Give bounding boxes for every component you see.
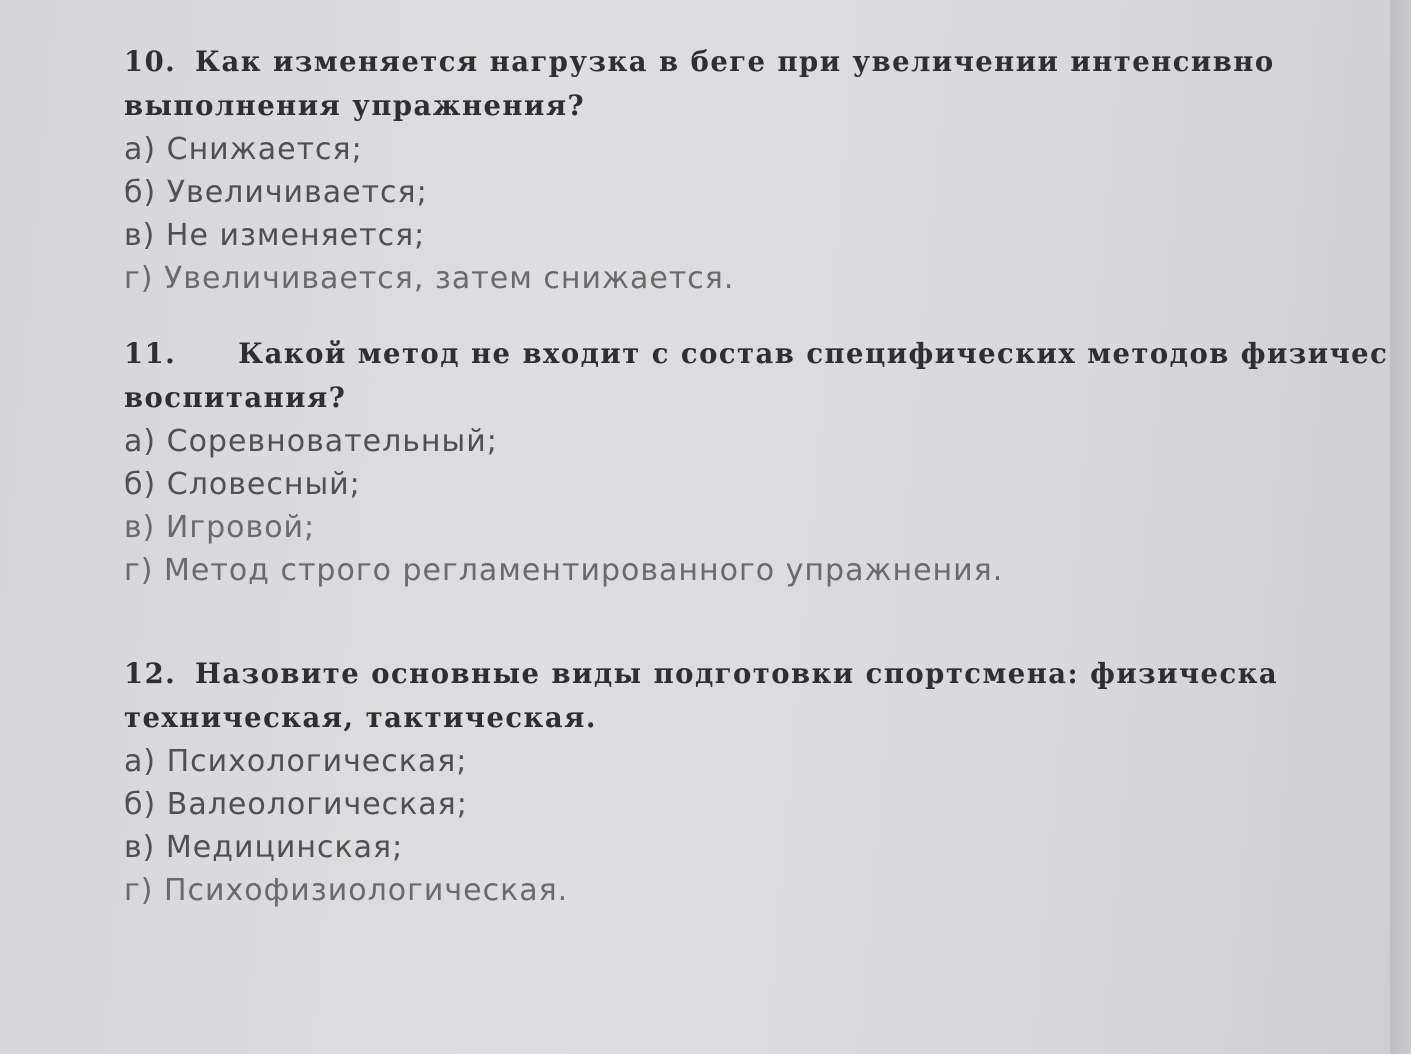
question-12-title	[124, 652, 1390, 696]
question-11	[124, 332, 1390, 592]
option-c: в) Игровой;	[124, 510, 316, 545]
question-number: 12.	[124, 657, 177, 690]
option-b: б) Словесный;	[124, 467, 361, 502]
option-d: г) Психофизиологическая.	[124, 873, 569, 908]
option-a: а) Соревновательный;	[124, 424, 498, 459]
question-text: Назовите основные виды подготовки спортсмена: физическа	[195, 657, 1279, 690]
question-number: 11.	[124, 337, 177, 370]
question-number: 10.	[124, 45, 177, 78]
question-text: Как изменяется нагрузка в беге при увеличении интенсивно	[195, 45, 1275, 78]
option-a: а) Снижается;	[124, 132, 363, 167]
option-a: а) Психологическая;	[124, 744, 468, 779]
option-c: в) Не изменяется;	[124, 218, 426, 253]
underlying-page-edge	[1390, 0, 1411, 1054]
question-10-title	[124, 40, 1390, 84]
option-b: б) Увеличивается;	[124, 175, 428, 210]
question-10	[124, 40, 1390, 300]
option-c: в) Медицинская;	[124, 830, 404, 865]
question-10-title-cont: выполнения упражнения?	[124, 89, 586, 122]
option-d: г) Метод строго регламентированного упражнения.	[124, 553, 1004, 588]
question-12-title-cont: техническая, тактическая.	[124, 701, 597, 734]
option-d: г) Увеличивается, затем снижается.	[124, 261, 735, 296]
question-11-title	[124, 332, 1390, 376]
question-12	[124, 652, 1390, 912]
option-b: б) Валеологическая;	[124, 787, 468, 822]
question-11-title-cont: воспитания?	[124, 381, 347, 414]
question-text: Какой метод не входит с состав специфических методов физичес	[238, 337, 1389, 370]
